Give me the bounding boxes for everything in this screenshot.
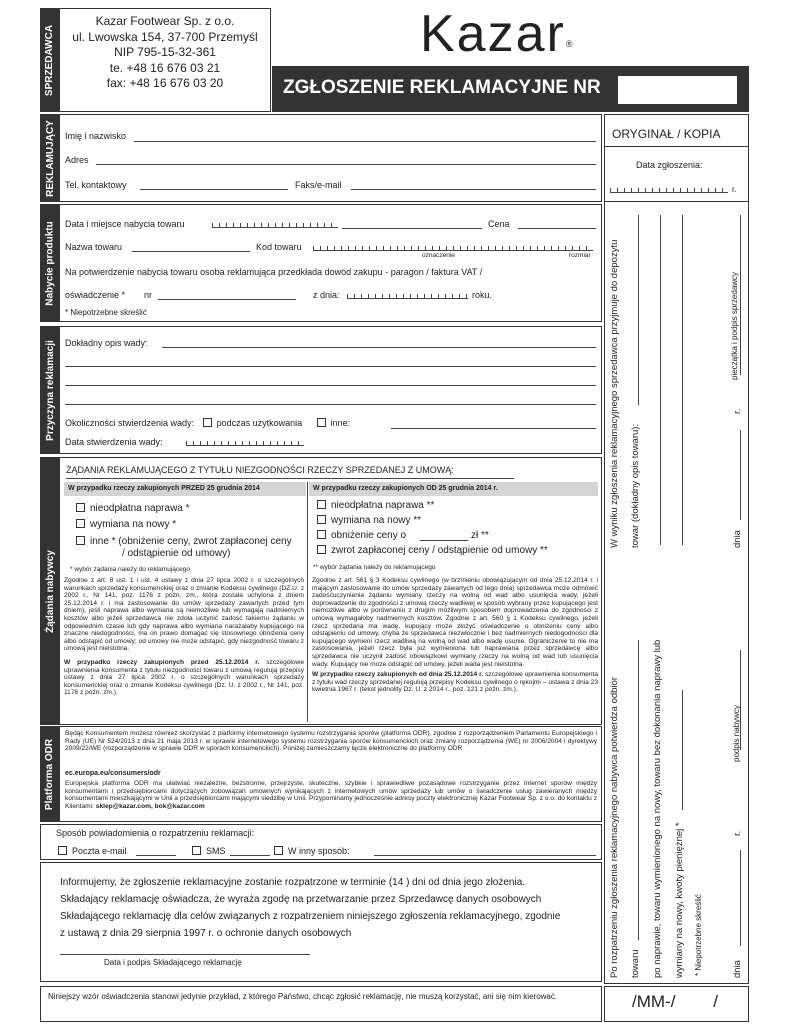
- reason-section-label: Przyczyna reklamacji: [40, 326, 60, 454]
- date-submitted-box: [604, 146, 749, 202]
- purchase-section-label: Nabycie produktu: [40, 204, 60, 322]
- right-option-repair[interactable]: nieodpłatna naprawa **: [317, 500, 434, 511]
- right-option-price-reduction[interactable]: obniżenie ceny o: [317, 530, 406, 541]
- right-note: ** wybór żądania należy do reklamującego: [313, 564, 436, 571]
- notify-email-checkbox[interactable]: [58, 846, 67, 855]
- pickup-text: Po rozpatrzeniu zgłoszenia reklamacyjnego nabywca potwierdza odbiór: [609, 677, 620, 978]
- fax-email-field[interactable]: [351, 189, 596, 190]
- buyer-signature-line[interactable]: [740, 650, 741, 750]
- name-field[interactable]: [134, 141, 596, 142]
- name-label: Imię i nazwisko: [65, 131, 127, 141]
- right-option-refund[interactable]: zwrot zapłaconej ceny / odstąpienie od umowy **: [317, 545, 548, 556]
- statement-label: oświadczenie *: [65, 290, 126, 300]
- demands-left-header: W przypadku rzeczy zakupionych PRZED 25 grudnia 2014: [64, 482, 306, 496]
- demands-right-header: W przypadku rzeczy zakupionych OD 25 grudnia 2014 r.: [309, 482, 598, 496]
- other-circumstance-label: inne:: [330, 418, 351, 428]
- during-use-checkbox[interactable]: [203, 418, 212, 427]
- notify-sms-checkbox[interactable]: [192, 846, 201, 855]
- odr-text-1: Będąc Konsumentem możesz również skorzystać z platformy internetowego systemu rozstrzygania sporów (platforma ODR), zgodnie z rozporządzeniem Parlamentu Europejskiego i Rady (UE) Nr 524/2013 z dnia 21 maja 2013 r. w sprawie internetowego systemu rozstrzygania sporów konsumenckich oraz zmiany rozporządzenia (WE) nr 2006/2004 i dyrektywy 2009/22/WE (rozporządzenie w sprawie ODR w sporach konsumenckich). Poniżej zamieszczamy łącze elektroniczne do platformy ODR: [65, 730, 597, 753]
- from-day-label: z dnia:: [313, 290, 340, 300]
- address-field[interactable]: [96, 164, 596, 165]
- goods-description-line-2[interactable]: [660, 215, 661, 545]
- pickup-goods-line[interactable]: [638, 640, 639, 940]
- proof-text: Na potwierdzenie nabycia towaru osoba reklamująca przedkłada dowód zakupu - paragon / faktura VAT /: [65, 267, 483, 277]
- left-option-other[interactable]: inne * (obniżenie ceny, zwrot zapłaconej ceny / odstąpienie od umowy): [76, 536, 292, 560]
- other-circumstance-field[interactable]: [391, 428, 596, 429]
- lower-date-label: dnia: [732, 960, 743, 978]
- notify-other-field[interactable]: [374, 855, 596, 856]
- left-replace-checkbox[interactable]: [76, 519, 85, 528]
- odr-emails: sklep@kazar.com, bok@kazar.com: [95, 802, 205, 810]
- description-line-3[interactable]: [65, 385, 596, 386]
- circumstances-row: [65, 418, 350, 428]
- seller-name: Kazar Footwear Sp. z o.o.: [95, 14, 235, 28]
- year-label: roku.: [472, 290, 493, 300]
- product-name-field[interactable]: [132, 251, 250, 252]
- pickup-footnote: * Niepotrzebne skreślić: [694, 894, 703, 976]
- right-repair-checkbox[interactable]: [317, 500, 326, 509]
- deposit-text: W wyniku zgłoszenia reklamacyjnego sprzedawca przyjmuje do depozytu: [609, 239, 620, 548]
- purchase-footnote: * Niepotrzebne skreślić: [65, 308, 147, 317]
- description-line-1[interactable]: [162, 347, 596, 348]
- lower-date-suffix: r.: [732, 830, 743, 836]
- left-repair-checkbox[interactable]: [76, 503, 85, 512]
- goods-description-suffix: r.: [732, 408, 743, 414]
- left-other-checkbox[interactable]: [76, 536, 85, 545]
- info-text: [60, 874, 560, 942]
- purchase-place-field[interactable]: [342, 228, 482, 229]
- notification-label: Sposób powiadomienia o rozpatrzeniu reklamacji:: [56, 828, 255, 838]
- code-marking-label: oznaczenie: [422, 252, 455, 259]
- notify-email-line: [136, 855, 176, 856]
- lower-date-line[interactable]: [740, 850, 741, 946]
- left-option-replace[interactable]: wymiana na nowy *: [76, 519, 176, 530]
- goods-description-line-3[interactable]: [682, 215, 683, 545]
- notify-other-checkbox[interactable]: [274, 846, 283, 855]
- demands-title-underline: [66, 478, 514, 479]
- goods-description-line[interactable]: [638, 215, 639, 405]
- date-submitted-digits[interactable]: [610, 185, 728, 193]
- info-line-2: Składający reklamację oświadcza, że wyraża zgodę na przetwarzanie przez Sprzedawcę danych osobowych: [60, 894, 542, 905]
- price-label: Cena: [488, 219, 510, 229]
- footer-note: Niniejszy wzór oświadczenia stanowi jedynie przykład, z którego Państwo, chcąc zgłosić reklamację, nie muszą korzystać, ani się nim kierować.: [48, 992, 558, 1001]
- left-law-text: Zgodnie z art. 8 ust. 1 i ust. 4 ustawy z dnia 27 lipca 2002 r. o szczególnych warunkach sprzedaży konsumenckiej oraz o zmianie Kodeksu cywilnego (DZ.U. z 2002 r., Nr 141, poz. 1176 z późn. zm., która została uchylona z dniem 25.12.2014 r. i ma zastosowanie do umów sprzedaży zawartych przed tym dniem), jeśli naprawa albo wymiana są niemożliwe lub wymagają nadmiernych kosztów albo jeżeli sprzedawca nie zdoła uczynić zadość takiemu żądaniu w odpowiednim czasie lub gdy naprawa albo wymiana narażałaby kupującego na znaczne niedogodności, ma on prawo domagać się stosownego obniżenia ceny albo odstąpić od umowy; od umowy nie może odstąpić, gdy niezgodność towaru z umową jest nieistotna. W przypadku rzeczy zakupionych przed 25.12.2014 r. szczegółowe uprawnienia konsumenta z tytułu niezgodności towaru z umową regulują przepisy ustawy z dnia 27 lipca 2002 r. o szczególnych warunkach sprzedaży konsumenckiej oraz o zmianie Kodeksu cywilnego (Dz. U. z 2002 r., Nr 141, poz. 1176 z późn. zm.).: [64, 577, 304, 697]
- seller-stamp-label: pieczątka i podpis sprzedawcy: [730, 271, 739, 380]
- right-law-text: Zgodnie z art. 561 § 3 Kodeksu cywilnego (w brzmieniu obowiązującym od dnia 25.12.2014 r. i mającym zastosowanie do umów sprzedaży zawartych od tego dnia) sprzedawca może odmówić zadośćuczynienia żądaniu wymiany rzeczy na wolną od wad albo usunięcia wady, jeżeli doprowadzenie do zgodności z umową rzeczy wadliwej w sposób wybrany przez kupującego jest niemożliwe albo w porównaniu z drugim możliwym sposobem doprowadzenia do zgodności z umową wymagałoby nadmiernych kosztów. Zgodnie z art. 560 § 1 Kodeksu cywilnego, jeżeli rzecz sprzedana ma wadę, kupujący może złożyć oświadczenie o obniżeniu ceny albo odstąpieniu od umowy, chyba że sprzedawca niezwłocznie i bez nadmiernych niedogodności dla kupującego wymieni rzecz wadliwą na wolną od wad albo wadę usunie. Ograniczenie to nie ma zastosowania, jeżeli rzecz była już wymieniona lub naprawiana przez sprzedawcę albo sprzedawca nie uczynił zadość obowiązkowi wymiany rzeczy na wolną od wad lub usunięcia wady. Kupujący nie może odstąpić od umowy, jeżeli wada jest nieistotna. W przypadku rzeczy zakupionych od dnia 25.12.2014 r. szczegółowe uprawnienia konsumenta z tytułu wad rzeczy sprzedanej regulują przepisy Kodeksu cywilnego o rękojmi – ustawa z dnia 23 kwietnia 1967 r. (tekst jednolity Dz. U. z 2014 r., poz. 121 z późn. zm.).: [312, 577, 598, 694]
- signature-label: Data i podpis Składającego reklamację: [104, 958, 242, 967]
- notify-email-option[interactable]: Poczta e-mail: [58, 846, 127, 856]
- other-circumstance-checkbox[interactable]: [317, 418, 326, 427]
- signature-line[interactable]: [60, 954, 310, 955]
- seller-box: [60, 8, 271, 112]
- notify-sms-option[interactable]: SMS: [192, 846, 226, 856]
- pickup-goods-label: towaru: [630, 949, 641, 978]
- pickup-money-line[interactable]: [682, 690, 683, 810]
- odr-text-2: Europejska platforma ODR ma ułatwiać niezależne, bezstronne, przejrzyste, skuteczne, szybkie i sprawiedliwe pozasądowe rozstrzyganie przez Internet sporów między konsumentami i przedsiębiorcami dotyczących zobowiązań umownych wynikających z internetowych umów sprzedaży lub umów o świadczenie usług zawieranych między konsumentami mieszkającymi w Unii a przedsiębiorcami mającymi siedzibę w Unii. Przypominamy jednocześnie adresy poczty elektronicznej Kazar Footwear Sp. z o.o. do kontaktu z Klientami: sklep@kazar.com, bok@kazar.com: [65, 780, 597, 810]
- document-number-field[interactable]: [158, 299, 296, 300]
- demands-divider: [307, 482, 308, 722]
- original-copy-label: ORYGINAŁ / KOPIA: [612, 127, 721, 141]
- seller-tel: te. +48 16 676 03 21: [109, 60, 221, 75]
- product-name-label: Nazwa towaru: [65, 242, 123, 252]
- right-price-reduction-checkbox[interactable]: [317, 530, 326, 539]
- description-line-2[interactable]: [65, 366, 596, 367]
- product-code-label: Kod towaru: [256, 242, 302, 252]
- form-title-bar: [272, 66, 749, 112]
- left-option-repair[interactable]: nieodpłatna naprawa *: [76, 503, 190, 514]
- right-refund-checkbox[interactable]: [317, 545, 326, 554]
- document-date-digits[interactable]: [347, 291, 468, 299]
- complainant-section-label: REKLAMUJĄCY: [40, 114, 60, 202]
- address-label: Adres: [65, 155, 89, 165]
- demands-section-label: Żądania nabywcy: [40, 457, 60, 725]
- seller-nip: NIP 795-15-32-361: [114, 45, 216, 59]
- circumstances-label: Okoliczności stwierdzenia wady:: [65, 418, 195, 428]
- price-field[interactable]: [518, 228, 596, 229]
- phone-label: Tel. kontaktowy: [65, 180, 127, 190]
- odr-link[interactable]: ec.europa.eu/consumers/odr: [65, 770, 161, 777]
- price-reduction-field[interactable]: [420, 540, 468, 541]
- date-submitted-suffix: r.: [732, 185, 737, 194]
- description-line-4[interactable]: [65, 404, 596, 405]
- description-label: Dokładny opis wady:: [65, 338, 148, 348]
- seller-address: ul. Lwowska 154, 37-700 Przemyśl: [72, 29, 258, 44]
- form-title: ZGŁOSZENIE REKLAMACYJNE NR: [283, 77, 601, 98]
- buyer-signature-label: podpis nabywcy: [732, 705, 741, 762]
- during-use-label: podczas użytkowania: [216, 418, 303, 428]
- registered-mark: ®: [565, 39, 575, 49]
- found-date-label: Data stwierdzenia wady:: [65, 437, 163, 447]
- kazar-logo: Kazar®: [420, 5, 575, 63]
- goods-description-label: towar (dokładny opis towaru):: [630, 423, 641, 548]
- phone-field[interactable]: [140, 189, 288, 190]
- notify-other-option[interactable]: W inny sposób:: [274, 846, 350, 856]
- seller-stamp-line[interactable]: [740, 215, 741, 375]
- date-submitted-label: Data zgłoszenia:: [636, 160, 703, 170]
- left-note: * wybór żądania należy do reklamującego: [70, 566, 190, 573]
- form-number-field[interactable]: [618, 76, 737, 104]
- seller-section-label: SPRZEDAWCA: [40, 8, 60, 112]
- found-date-digits[interactable]: [186, 438, 304, 446]
- date-place-label: Data i miejsce nabycia towaru: [65, 219, 185, 229]
- ref-number[interactable]: /MM-/ /: [632, 992, 718, 1011]
- demands-title: ŻĄDANIA REKLAMUJĄCEGO Z TYTUŁU NIEZGODNOŚCI RZECZY SPRZEDANEJ Z UMOWĄ:: [66, 465, 454, 475]
- right-replace-checkbox[interactable]: [317, 515, 326, 524]
- currency-label: zł **: [471, 530, 489, 541]
- info-line-1: Informujemy, że zgłoszenie reklamacyjne zostanie rozpatrzone w terminie (14 ) dni od dnia jego złożenia.: [60, 877, 526, 888]
- code-size-label: rozmiar: [569, 252, 591, 259]
- seller-fax: fax: +48 16 676 03 20: [106, 76, 224, 90]
- purchase-date-digits[interactable]: [212, 220, 338, 228]
- upper-date-label: dnia: [732, 530, 743, 548]
- nr-label: nr: [144, 290, 153, 300]
- info-line-3: Składającego reklamację dla celów związanych z rozpatrzeniem niniejszego zgłoszenia reklamacyjnego, zgodnie: [60, 911, 561, 922]
- upper-date-line[interactable]: [740, 430, 741, 520]
- notify-sms-line: [230, 855, 270, 856]
- pickup-after-repair-text: po naprawie, towaru wymienionego na nowy, towaru bez dokonania naprawy lub: [652, 639, 663, 978]
- product-code-digits[interactable]: [313, 243, 593, 251]
- odr-section-label: Platforma ODR: [40, 726, 60, 822]
- fax-email-label: Faks/e-mail: [295, 180, 342, 190]
- info-line-4: z ustawą z dnia 29 sierpnia 1997 r. o ochronie danych osobowych: [60, 928, 352, 939]
- pickup-money-text: wymiany na nowy, kwoty pieniężnej *: [674, 822, 685, 978]
- right-option-replace[interactable]: wymiana na nowy **: [317, 515, 421, 526]
